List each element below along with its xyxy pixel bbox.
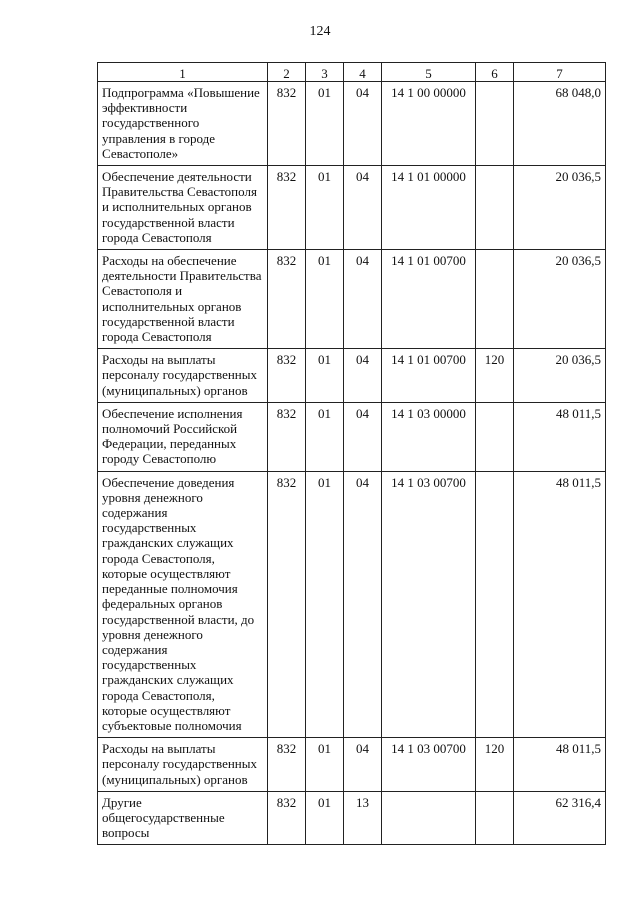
cell-col3: 01 xyxy=(306,738,344,792)
cell-col4: 04 xyxy=(344,471,382,737)
cell-col7: 48 011,5 xyxy=(514,402,606,471)
column-header: 1 xyxy=(98,63,268,82)
column-header: 2 xyxy=(268,63,306,82)
table-row xyxy=(98,471,606,737)
cell-col6 xyxy=(476,166,514,250)
cell-col5: 14 1 03 00000 xyxy=(382,402,476,471)
cell-col2: 832 xyxy=(268,166,306,250)
cell-col5: 14 1 01 00700 xyxy=(382,349,476,403)
cell-col4: 04 xyxy=(344,349,382,403)
budget-table xyxy=(97,62,606,845)
cell-col6 xyxy=(476,471,514,737)
column-header: 7 xyxy=(514,63,606,82)
row-name: Обеспечение деятельности Правительства Севастополя и исполнительных органов государственной власти города Севастополя xyxy=(98,166,268,250)
cell-col7: 68 048,0 xyxy=(514,82,606,166)
cell-col4: 13 xyxy=(344,791,382,845)
cell-col7: 48 011,5 xyxy=(514,738,606,792)
cell-col2: 832 xyxy=(268,250,306,349)
column-header: 6 xyxy=(476,63,514,82)
cell-col7: 62 316,4 xyxy=(514,791,606,845)
cell-col2: 832 xyxy=(268,349,306,403)
row-name: Обеспечение доведения уровня денежного содержания государственных гражданских служащих города Севастополя, которые осуществляют переданные полномочия федеральных органов государственной власти, до уровня денежного содержания государственных гражданских служащих города Севастополя, которые осуществляют субъектовые полномочия xyxy=(98,471,268,737)
cell-col5: 14 1 01 00700 xyxy=(382,250,476,349)
cell-col6 xyxy=(476,250,514,349)
table-row xyxy=(98,166,606,250)
cell-col4: 04 xyxy=(344,402,382,471)
table-row xyxy=(98,791,606,845)
cell-col7: 20 036,5 xyxy=(514,250,606,349)
cell-col7: 20 036,5 xyxy=(514,166,606,250)
cell-col3: 01 xyxy=(306,402,344,471)
row-name: Подпрограмма «Повышение эффективности государственного управления в городе Севастополе» xyxy=(98,82,268,166)
table-row xyxy=(98,349,606,403)
cell-col2: 832 xyxy=(268,402,306,471)
column-header: 3 xyxy=(306,63,344,82)
cell-col6 xyxy=(476,791,514,845)
cell-col6: 120 xyxy=(476,738,514,792)
cell-col2: 832 xyxy=(268,738,306,792)
cell-col7: 48 011,5 xyxy=(514,471,606,737)
page-number: 124 xyxy=(309,24,331,39)
cell-col3: 01 xyxy=(306,471,344,737)
header-row xyxy=(98,63,606,82)
cell-col3: 01 xyxy=(306,791,344,845)
cell-col6: 120 xyxy=(476,349,514,403)
cell-col5 xyxy=(382,791,476,845)
row-name: Обеспечение исполнения полномочий Российской Федерации, переданных городу Севастополю xyxy=(98,402,268,471)
cell-col5: 14 1 03 00700 xyxy=(382,471,476,737)
cell-col6 xyxy=(476,82,514,166)
cell-col4: 04 xyxy=(344,82,382,166)
cell-col3: 01 xyxy=(306,349,344,403)
cell-col4: 04 xyxy=(344,166,382,250)
cell-col2: 832 xyxy=(268,82,306,166)
row-name: Расходы на выплаты персоналу государственных (муниципальных) органов xyxy=(98,349,268,403)
cell-col5: 14 1 00 00000 xyxy=(382,82,476,166)
row-name: Расходы на выплаты персоналу государственных (муниципальных) органов xyxy=(98,738,268,792)
cell-col2: 832 xyxy=(268,471,306,737)
cell-col5: 14 1 01 00000 xyxy=(382,166,476,250)
table-row xyxy=(98,402,606,471)
cell-col7: 20 036,5 xyxy=(514,349,606,403)
cell-col4: 04 xyxy=(344,250,382,349)
cell-col2: 832 xyxy=(268,791,306,845)
cell-col5: 14 1 03 00700 xyxy=(382,738,476,792)
table-row xyxy=(98,82,606,166)
cell-col3: 01 xyxy=(306,82,344,166)
column-header: 4 xyxy=(344,63,382,82)
cell-col4: 04 xyxy=(344,738,382,792)
cell-col3: 01 xyxy=(306,166,344,250)
cell-col3: 01 xyxy=(306,250,344,349)
table-row xyxy=(98,738,606,792)
row-name: Другие общегосударственные вопросы xyxy=(98,791,268,845)
row-name: Расходы на обеспечение деятельности Правительства Севастополя и исполнительных органов государственной власти города Севастополя xyxy=(98,250,268,349)
column-header: 5 xyxy=(382,63,476,82)
cell-col6 xyxy=(476,402,514,471)
table-row xyxy=(98,250,606,349)
